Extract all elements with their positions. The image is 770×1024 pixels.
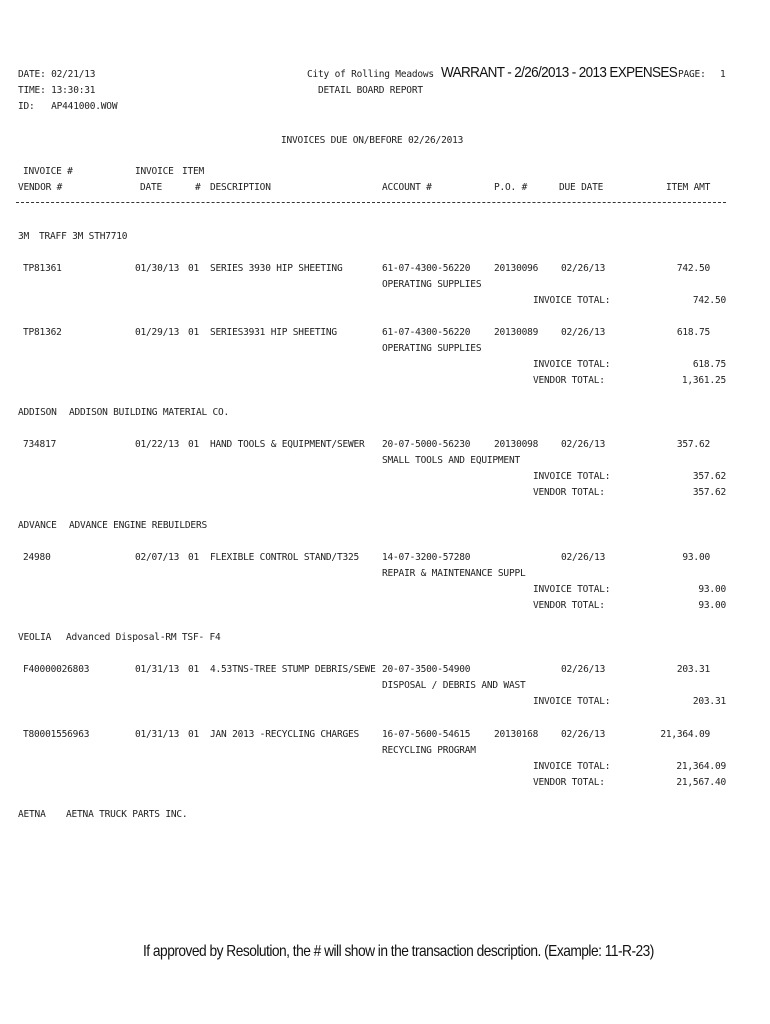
invoice-date: 01/22/13 bbox=[135, 439, 180, 450]
item-number: 01 bbox=[188, 263, 200, 274]
invoice-total-label: INVOICE TOTAL: bbox=[533, 295, 611, 306]
col-item-top: ITEM bbox=[182, 166, 205, 177]
report-date: DATE: 02/21/13 bbox=[18, 69, 96, 80]
item-description: SERIES 3930 HIP SHEETING bbox=[210, 263, 343, 274]
invoice-date: 02/07/13 bbox=[135, 552, 180, 563]
account-number: 20-07-5000-56230 bbox=[382, 439, 471, 450]
vendor-total-value: 1,361.25 bbox=[681, 375, 726, 386]
po-number: 20130098 bbox=[494, 439, 539, 450]
invoice-date: 01/31/13 bbox=[135, 664, 180, 675]
invoice-number: T80001556963 bbox=[23, 729, 90, 740]
vendor-name: Advanced Disposal-RM TSF- F4 bbox=[66, 632, 221, 643]
po-number: 20130089 bbox=[494, 327, 539, 338]
due-date: 02/26/13 bbox=[561, 729, 606, 740]
invoice-total-value: 21,364.09 bbox=[676, 761, 726, 772]
invoice-number: TP81361 bbox=[23, 263, 62, 274]
item-number: 01 bbox=[188, 552, 200, 563]
vendor-total-label: VENDOR TOTAL: bbox=[533, 375, 605, 386]
col-item-no: # bbox=[195, 182, 201, 193]
invoice-total-label: INVOICE TOTAL: bbox=[533, 696, 611, 707]
item-amount: 93.00 bbox=[682, 552, 710, 563]
vendor-code: AETNA bbox=[18, 809, 46, 820]
item-description: JAN 2013 -RECYCLING CHARGES bbox=[210, 729, 360, 740]
due-date: 02/26/13 bbox=[561, 552, 606, 563]
item-number: 01 bbox=[188, 729, 200, 740]
invoice-total-label: INVOICE TOTAL: bbox=[533, 359, 611, 370]
invoice-date: 01/30/13 bbox=[135, 263, 180, 274]
item-amount: 203.31 bbox=[676, 664, 710, 675]
item-description: SERIES3931 HIP SHEETING bbox=[210, 327, 337, 338]
vendor-total-label: VENDOR TOTAL: bbox=[533, 777, 605, 788]
vendor-total-value: 21,567.40 bbox=[676, 777, 726, 788]
vendor-code: 3M bbox=[18, 231, 30, 242]
item-description: HAND TOOLS & EQUIPMENT/SEWER bbox=[210, 439, 365, 450]
report-subtitle: INVOICES DUE ON/BEFORE 02/26/2013 bbox=[281, 135, 464, 146]
invoice-total-label: INVOICE TOTAL: bbox=[533, 761, 611, 772]
account-number: 16-07-5600-54615 bbox=[382, 729, 471, 740]
vendor-code: VEOLIA bbox=[18, 632, 52, 643]
vendor-total-value: 357.62 bbox=[692, 487, 726, 498]
invoice-date: 01/29/13 bbox=[135, 327, 180, 338]
vendor-name: ADVANCE ENGINE REBUILDERS bbox=[69, 520, 207, 531]
col-vendor-no: VENDOR # bbox=[18, 182, 63, 193]
invoice-number: F40000026803 bbox=[23, 664, 90, 675]
col-description: DESCRIPTION bbox=[210, 182, 271, 193]
account-description: SMALL TOOLS AND EQUIPMENT bbox=[382, 455, 520, 466]
col-invoice-date: DATE bbox=[140, 182, 163, 193]
due-date: 02/26/13 bbox=[561, 263, 606, 274]
vendor-name: AETNA TRUCK PARTS INC. bbox=[66, 809, 188, 820]
invoice-number: TP81362 bbox=[23, 327, 62, 338]
col-po: P.O. # bbox=[494, 182, 528, 193]
header-divider bbox=[16, 202, 726, 203]
invoice-total-value: 203.31 bbox=[692, 696, 726, 707]
account-number: 20-07-3500-54900 bbox=[382, 664, 471, 675]
invoice-total-label: INVOICE TOTAL: bbox=[533, 584, 611, 595]
invoice-number: 734817 bbox=[23, 439, 57, 450]
report-time: TIME: 13:30:31 bbox=[18, 85, 96, 96]
invoice-total-value: 618.75 bbox=[692, 359, 726, 370]
col-account: ACCOUNT # bbox=[382, 182, 432, 193]
invoice-number: 24980 bbox=[23, 552, 51, 563]
col-invoice-no: INVOICE # bbox=[23, 166, 73, 177]
vendor-total-label: VENDOR TOTAL: bbox=[533, 600, 605, 611]
page-label: PAGE: bbox=[678, 69, 706, 80]
warrant-title: WARRANT - 2/26/2013 - 2013 EXPENSES bbox=[441, 64, 678, 81]
due-date: 02/26/13 bbox=[561, 664, 606, 675]
col-due-date: DUE DATE bbox=[559, 182, 604, 193]
report-id: ID: AP441000.WOW bbox=[18, 101, 118, 112]
account-number: 61-07-4300-56220 bbox=[382, 263, 471, 274]
col-item-amt: ITEM AMT bbox=[666, 182, 711, 193]
account-number: 61-07-4300-56220 bbox=[382, 327, 471, 338]
account-description: RECYCLING PROGRAM bbox=[382, 745, 476, 756]
vendor-name: ADDISON BUILDING MATERIAL CO. bbox=[69, 407, 230, 418]
item-description: 4.53TNS-TREE STUMP DEBRIS/SEWE bbox=[210, 664, 376, 675]
account-number: 14-07-3200-57280 bbox=[382, 552, 471, 563]
vendor-code: ADDISON bbox=[18, 407, 57, 418]
invoice-total-value: 357.62 bbox=[692, 471, 726, 482]
invoice-total-value: 93.00 bbox=[698, 584, 726, 595]
due-date: 02/26/13 bbox=[561, 439, 606, 450]
po-number: 20130096 bbox=[494, 263, 539, 274]
item-amount: 21,364.09 bbox=[660, 729, 710, 740]
item-number: 01 bbox=[188, 664, 200, 675]
item-amount: 742.50 bbox=[676, 263, 710, 274]
footer-note: If approved by Resolution, the # will show in the transaction description. (Example: 11-R-23) bbox=[143, 943, 654, 960]
item-amount: 618.75 bbox=[676, 327, 710, 338]
account-description: OPERATING SUPPLIES bbox=[382, 343, 482, 354]
account-description: OPERATING SUPPLIES bbox=[382, 279, 482, 290]
invoice-total-label: INVOICE TOTAL: bbox=[533, 471, 611, 482]
po-number: 20130168 bbox=[494, 729, 539, 740]
invoice-date: 01/31/13 bbox=[135, 729, 180, 740]
report-type: DETAIL BOARD REPORT bbox=[318, 85, 423, 96]
item-amount: 357.62 bbox=[676, 439, 710, 450]
col-invoice-top: INVOICE bbox=[135, 166, 174, 177]
item-number: 01 bbox=[188, 327, 200, 338]
vendor-total-label: VENDOR TOTAL: bbox=[533, 487, 605, 498]
city-name: City of Rolling Meadows bbox=[307, 69, 434, 80]
account-description: REPAIR & MAINTENANCE SUPPL bbox=[382, 568, 526, 579]
account-description: DISPOSAL / DEBRIS AND WAST bbox=[382, 680, 526, 691]
vendor-name: TRAFF 3M STH7710 bbox=[39, 231, 128, 242]
vendor-code: ADVANCE bbox=[18, 520, 57, 531]
due-date: 02/26/13 bbox=[561, 327, 606, 338]
item-description: FLEXIBLE CONTROL STAND/T325 bbox=[210, 552, 360, 563]
vendor-total-value: 93.00 bbox=[698, 600, 726, 611]
item-number: 01 bbox=[188, 439, 200, 450]
page-number: 1 bbox=[720, 69, 726, 80]
invoice-total-value: 742.50 bbox=[692, 295, 726, 306]
